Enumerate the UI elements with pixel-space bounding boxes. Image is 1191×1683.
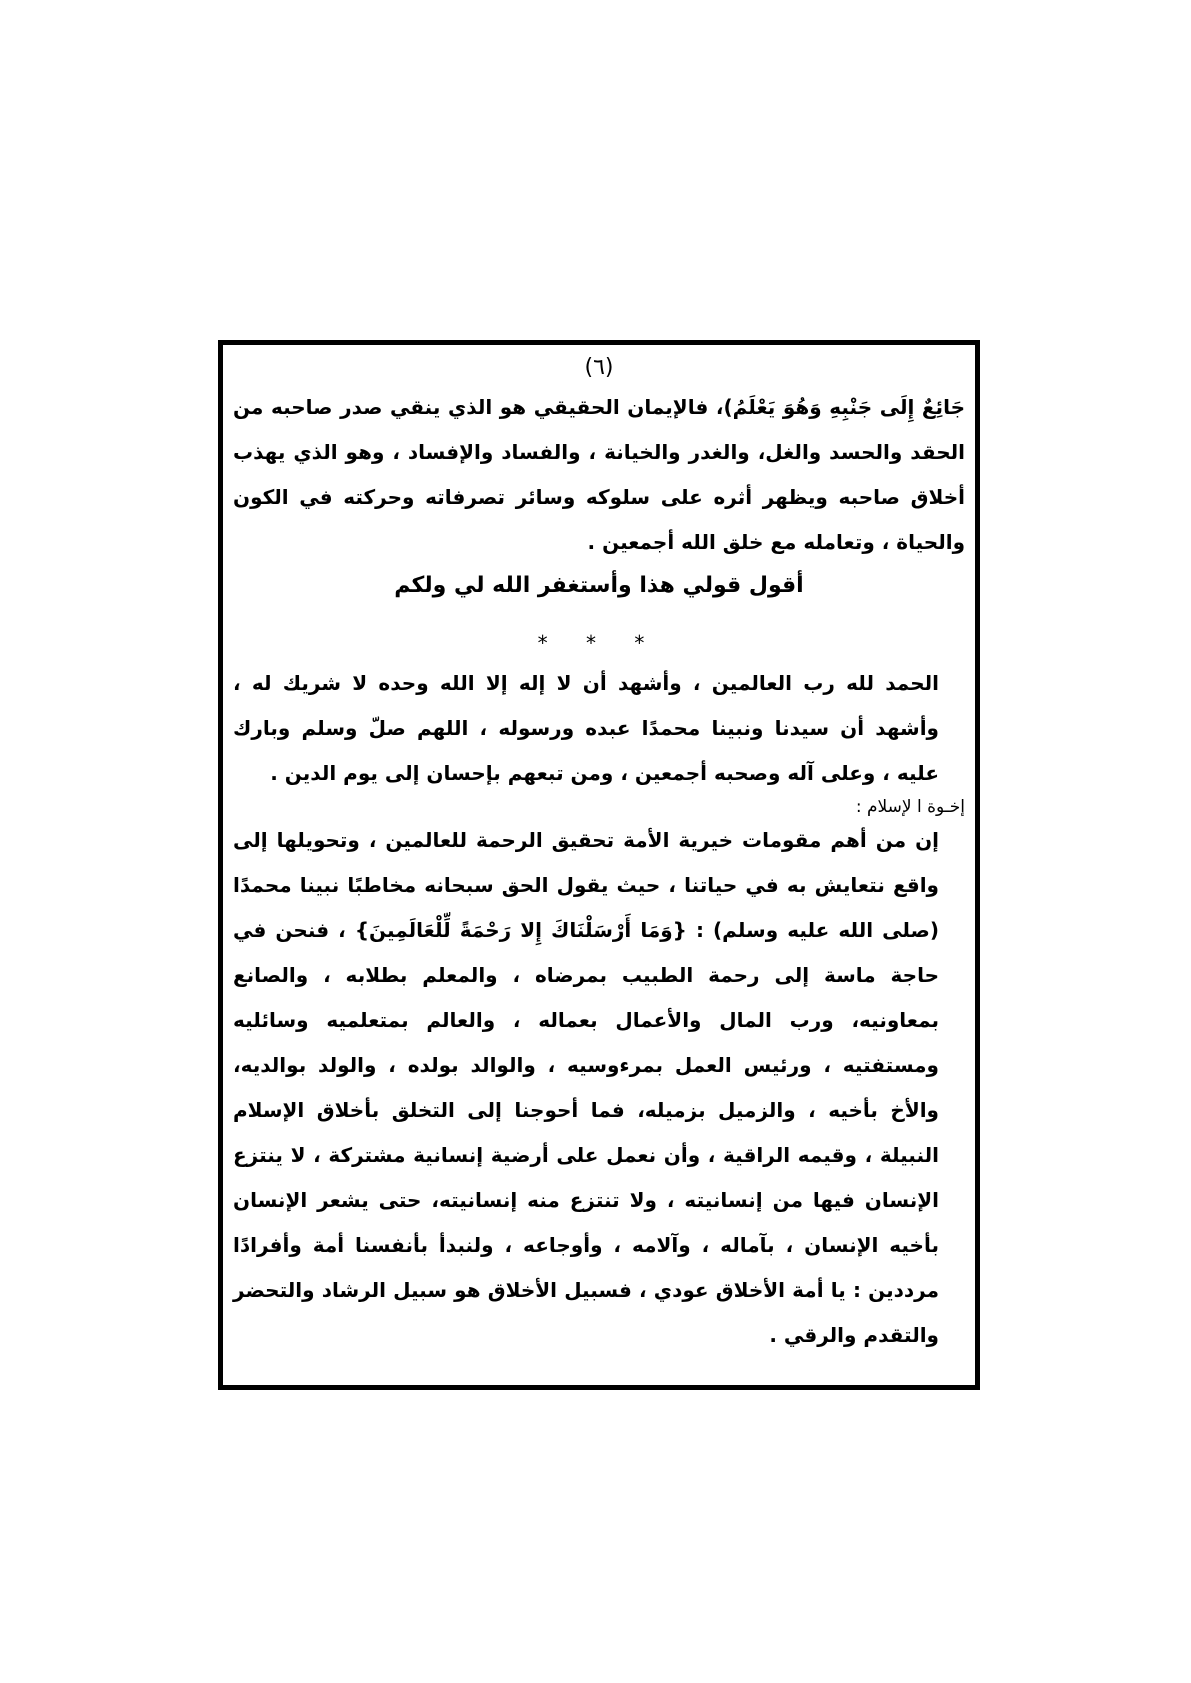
page-content bbox=[233, 351, 965, 1358]
page-frame bbox=[218, 340, 980, 1390]
paragraph-mercy: إن من أهم مقومات خيرية الأمة تحقيق الرحمة للعالمين ، وتحويلها إلى واقع نتعايش به في حياتنا ، حيث يقول الحق سبحانه مخاطبًا نبينا محمدًا (صلى الله عليه وسلم) : {وَمَا أَرْسَلْنَاكَ إِلا رَحْمَةً لِّلْعَالَمِينَ} ، فنحن في حاجة ماسة إلى رحمة الطبيب بمرضاه ، والمعلم بطلابه ، والصانع بمعاونيه، ورب المال والأعمال بعماله ، والعالم بمتعلميه وسائليه ومستفتيه ، ورئيس العمل بمرءوسيه ، والوالد بولده ، والولد بوالديه، والأخ بأخيه ، والزميل بزميله، فما أحوجنا إلى التخلق بأخلاق الإسلام النبيلة ، وقيمه الراقية ، وأن نعمل على أرضية إنسانية مشتركة ، لا ينتزع الإنسان فيها من إنسانيته ، ولا تنتزع منه إنسانيته، حتى يشعر الإنسان بأخيه الإنسان ، بآماله ، وآلامه ، وأوجاعه ، ولنبدأ بأنفسنا أمة وأفرادًا مرددين : يا أمة الأخلاق عودي ، فسبيل الأخلاق هو سبيل الرشاد والتحضر والتقدم والرقي . bbox=[233, 828, 939, 1347]
closing-line: أقول قولي هذا وأستغفر الله لي ولكم bbox=[394, 573, 804, 598]
paragraph-praise: الحمد لله رب العالمين ، وأشهد أن لا إله إلا الله وحده لا شريك له ، وأشهد أن سيدنا ونبينا محمدًا عبده ورسوله ، اللهم صلّ وسلم وبارك عليه ، وعلى آله وصحبه أجمعين ، ومن تبعهم بإحسان إلى يوم الدين . bbox=[233, 671, 939, 785]
address-brothers: إخـوة ا لإسلام : bbox=[855, 797, 965, 817]
paragraph-faith: جَائِعٌ إِلَى جَنْبِهِ وَهُوَ يَعْلَمُ)، فالإيمان الحقيقي هو الذي ينقي صدر صاحبه من الحقد والحسد والغل، والغدر والخيانة ، والفساد والإفساد ، وهو الذي يهذب أخلاق صاحبه ويظهر أثره على سلوكه وسائر تصرفاته وحركته في الكون والحياة ، وتعامله مع خلق الله أجمعين . bbox=[233, 395, 965, 554]
page-number: (٦) bbox=[584, 355, 614, 380]
section-separator: * * * bbox=[537, 631, 661, 655]
